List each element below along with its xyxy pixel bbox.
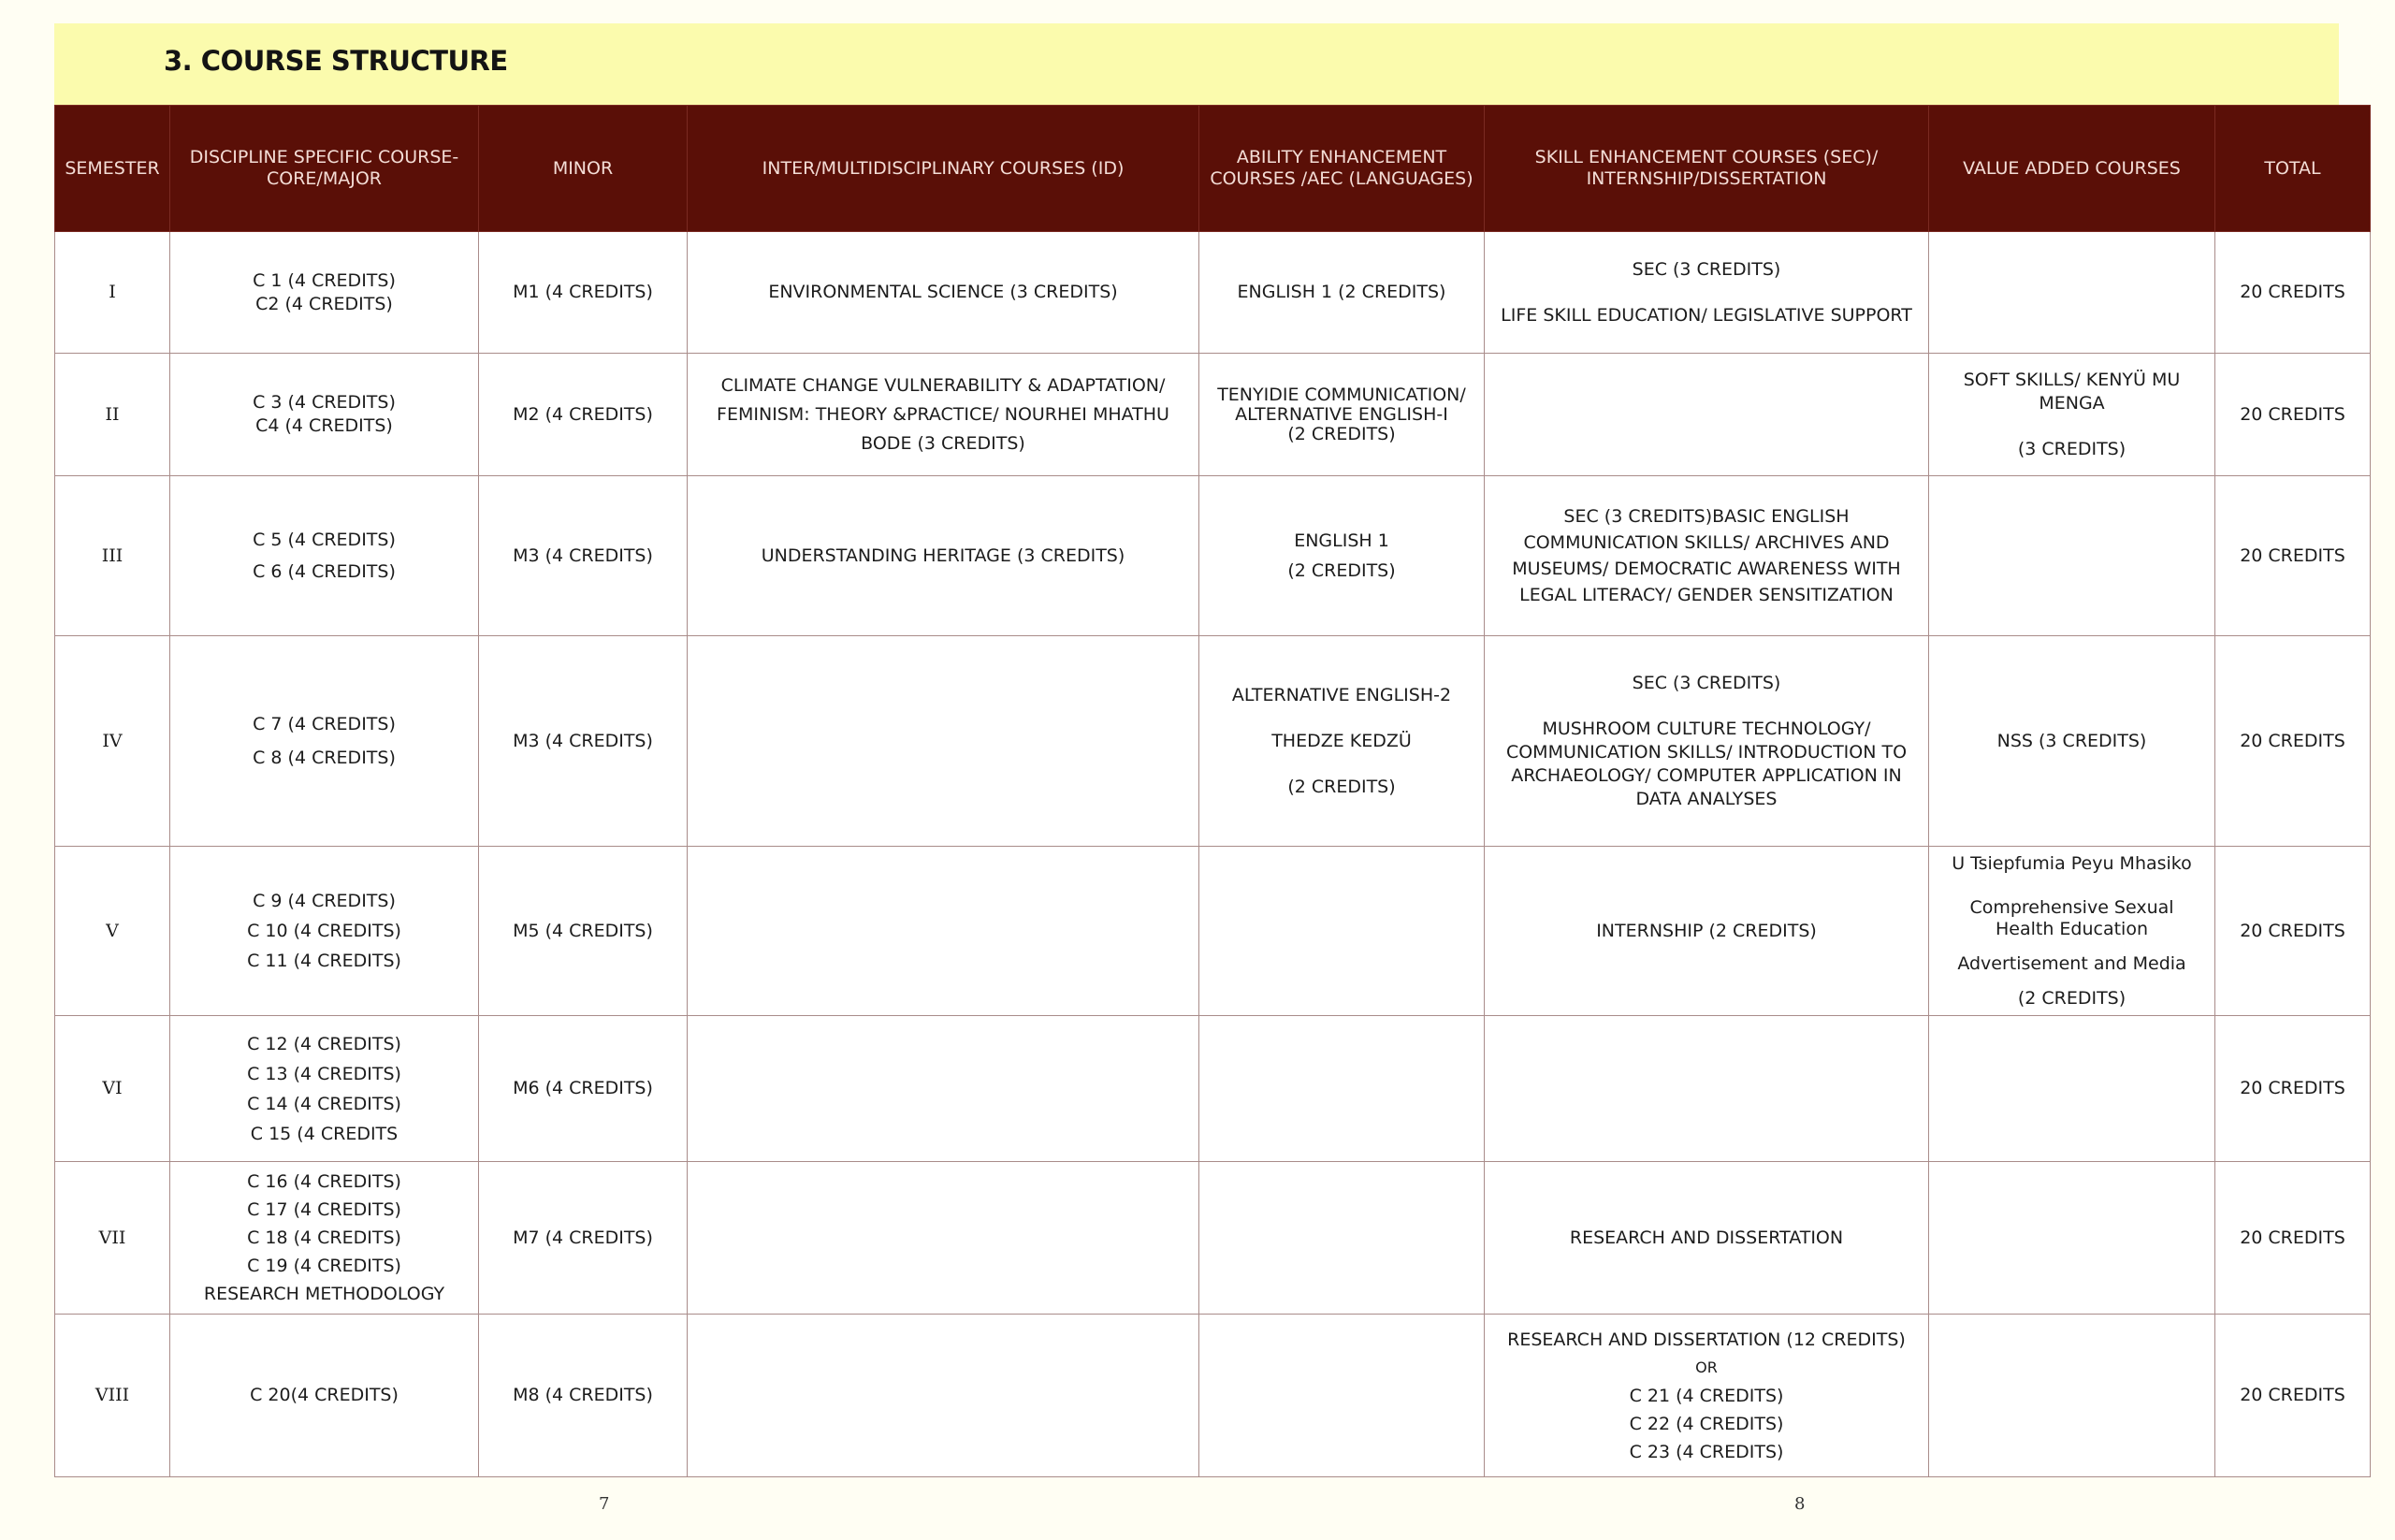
sec-line: C 22 (4 CREDITS) [1629, 1413, 1784, 1434]
dsc-line: C 9 (4 CREDITS) [253, 891, 396, 911]
spacer [1935, 875, 2209, 897]
vac-line: Advertisement and Media [1957, 952, 2186, 974]
dsc-line: C2 (4 CREDITS) [255, 293, 393, 314]
sec-line: INTERNSHIP (2 CREDITS) [1596, 920, 1817, 941]
total-cell: 20 CREDITS [2215, 354, 2371, 476]
sec-cell [1485, 1162, 1929, 1315]
vac-line: (2 CREDITS) [2017, 987, 2126, 1009]
aec-cell [1199, 354, 1485, 476]
sec-cell [1485, 1016, 1929, 1162]
vac-cell [1929, 1162, 2215, 1315]
course-structure-table [54, 105, 2371, 1477]
header-multidisciplinary: INTER/MULTIDISCIPLINARY COURSES (ID) [688, 106, 1199, 232]
aec-cell [1199, 1016, 1485, 1162]
sec-line: SEC (3 CREDITS) [1632, 672, 1781, 693]
vac-line: Health Education [1995, 918, 2149, 939]
table-row [55, 354, 2371, 476]
minor-cell: M3 (4 CREDITS) [479, 636, 688, 847]
aec-cell [1199, 636, 1485, 847]
sec-line: SEC (3 CREDITS) [1632, 258, 1781, 280]
sec-line: RESEARCH AND DISSERTATION (12 CREDITS) [1507, 1329, 1906, 1350]
vac-line: (3 CREDITS) [2017, 438, 2126, 459]
semester-cell: I [55, 232, 170, 354]
id-cell [688, 636, 1199, 847]
header-semester: SEMESTER [55, 106, 170, 232]
vac-line: SOFT SKILLS/ KENYÜ MU MENGA [1963, 369, 2181, 414]
total-cell: 20 CREDITS [2215, 1162, 2371, 1315]
dsc-line: C 1 (4 CREDITS) [253, 269, 396, 291]
page-number-left: 7 [599, 1494, 610, 1514]
vac-line: Comprehensive Sexual [1969, 896, 2174, 918]
total-cell: 20 CREDITS [2215, 476, 2371, 636]
dsc-line: C 8 (4 CREDITS) [253, 748, 396, 768]
minor-cell: M3 (4 CREDITS) [479, 476, 688, 636]
semester-cell: III [55, 476, 170, 636]
sec-line: C 23 (4 CREDITS) [1629, 1441, 1784, 1462]
sec-line: LEGAL LITERACY/ GENDER SENSITIZATION [1519, 585, 1894, 605]
dsc-cell [170, 1016, 479, 1162]
aec-cell [1199, 847, 1485, 1016]
id-cell [688, 847, 1199, 1016]
table-row [55, 1162, 2371, 1315]
sec-line: OR [1695, 1358, 1718, 1376]
sec-line: RESEARCH AND DISSERTATION [1569, 1227, 1844, 1248]
dsc-cell [170, 1162, 479, 1315]
vac-cell [1929, 232, 2215, 354]
minor-cell: M8 (4 CREDITS) [479, 1315, 688, 1477]
id-cell [688, 476, 1199, 636]
dsc-cell [170, 232, 479, 354]
spacer [1205, 753, 1478, 776]
vac-line: NSS (3 CREDITS) [1996, 730, 2147, 751]
dsc-line: C 17 (4 CREDITS) [247, 1199, 401, 1220]
spacer [1490, 282, 1923, 304]
dsc-line: C 14 (4 CREDITS) [247, 1093, 401, 1114]
minor-cell: M7 (4 CREDITS) [479, 1162, 688, 1315]
aec-cell [1199, 1315, 1485, 1477]
aec-line: THEDZE KEDZÜ [1271, 730, 1412, 751]
aec-line: (2 CREDITS) [1287, 776, 1396, 797]
vac-cell [1929, 636, 2215, 847]
header-value-added: VALUE ADDED COURSES [1929, 106, 2215, 232]
semester-cell: IV [55, 636, 170, 847]
aec-line: ALTERNATIVE ENGLISH-I [1235, 403, 1448, 425]
id-line: UNDERSTANDING HERITAGE (3 CREDITS) [761, 545, 1125, 566]
dsc-line: C 11 (4 CREDITS) [247, 951, 401, 971]
spacer [1935, 975, 2209, 988]
table-row [55, 636, 2371, 847]
minor-cell: M2 (4 CREDITS) [479, 354, 688, 476]
aec-cell [1199, 1162, 1485, 1315]
sec-line: COMMUNICATION SKILLS/ ARCHIVES AND [1523, 532, 1890, 553]
dsc-cell [170, 354, 479, 476]
spacer [1935, 415, 2209, 438]
aec-cell [1199, 232, 1485, 354]
dsc-line: C 18 (4 CREDITS) [247, 1228, 401, 1248]
table-row [55, 1016, 2371, 1162]
id-line: ENVIRONMENTAL SCIENCE (3 CREDITS) [768, 282, 1118, 302]
dsc-line: C 19 (4 CREDITS) [247, 1256, 401, 1276]
dsc-line: C 6 (4 CREDITS) [253, 561, 396, 582]
dsc-cell [170, 476, 479, 636]
dsc-line: C 20(4 CREDITS) [250, 1385, 399, 1405]
dsc-line: C 7 (4 CREDITS) [253, 714, 396, 734]
sec-line: SEC (3 CREDITS)BASIC ENGLISH [1563, 506, 1850, 527]
table-row [55, 476, 2371, 636]
sec-line: COMMUNICATION SKILLS/ INTRODUCTION TO [1505, 741, 1908, 763]
sec-line: LIFE SKILL EDUCATION/ LEGISLATIVE SUPPORT [1501, 304, 1912, 326]
sec-cell [1485, 636, 1929, 847]
sec-cell [1485, 232, 1929, 354]
aec-line: (2 CREDITS) [1287, 423, 1396, 444]
vac-cell [1929, 476, 2215, 636]
dsc-line: C 16 (4 CREDITS) [247, 1171, 401, 1192]
minor-cell: M5 (4 CREDITS) [479, 847, 688, 1016]
table-row [55, 1315, 2371, 1477]
dsc-cell [170, 1315, 479, 1477]
id-cell [688, 354, 1199, 476]
minor-cell: M6 (4 CREDITS) [479, 1016, 688, 1162]
dsc-line: C 15 (4 CREDITS [250, 1123, 399, 1144]
dsc-line: C4 (4 CREDITS) [255, 415, 393, 436]
spacer [1490, 695, 1923, 718]
semester-cell: VIII [55, 1315, 170, 1477]
dsc-line: C 10 (4 CREDITS) [247, 921, 401, 941]
dsc-line: C 13 (4 CREDITS) [247, 1063, 401, 1084]
total-cell: 20 CREDITS [2215, 232, 2371, 354]
table-row [55, 232, 2371, 354]
vac-cell [1929, 354, 2215, 476]
total-cell: 20 CREDITS [2215, 636, 2371, 847]
aec-cell [1199, 476, 1485, 636]
vac-cell [1929, 847, 2215, 1016]
minor-cell: M1 (4 CREDITS) [479, 232, 688, 354]
aec-line: ALTERNATIVE ENGLISH-2 [1231, 684, 1452, 705]
id-line: BODE (3 CREDITS) [861, 432, 1025, 454]
header-skill-enhancement: SKILL ENHANCEMENT COURSES (SEC)/ INTERNSHIP/DISSERTATION [1485, 106, 1929, 232]
dsc-cell [170, 636, 479, 847]
sec-cell [1485, 476, 1929, 636]
semester-cell: II [55, 354, 170, 476]
sec-cell [1485, 354, 1929, 476]
header-total: TOTAL [2215, 106, 2371, 232]
sec-line: MUSHROOM CULTURE TECHNOLOGY/ [1542, 718, 1871, 739]
spacer [1205, 707, 1478, 730]
dsc-line: C 5 (4 CREDITS) [253, 530, 396, 550]
sec-line: ARCHAEOLOGY/ COMPUTER APPLICATION IN [1511, 764, 1902, 786]
table-row [55, 847, 2371, 1016]
aec-line: TENYIDIE COMMUNICATION/ [1217, 384, 1466, 405]
sec-line: MUSEUMS/ DEMOCRATIC AWARENESS WITH [1512, 559, 1901, 579]
header-discipline-specific: DISCIPLINE SPECIFIC COURSE-CORE/MAJOR [170, 106, 479, 232]
dsc-cell [170, 847, 479, 1016]
header-minor: MINOR [479, 106, 688, 232]
id-cell [688, 232, 1199, 354]
table-header-row [55, 106, 2371, 232]
dsc-line: C 3 (4 CREDITS) [253, 392, 396, 413]
semester-cell: V [55, 847, 170, 1016]
total-cell: 20 CREDITS [2215, 1016, 2371, 1162]
dsc-line: RESEARCH METHODOLOGY [203, 1284, 445, 1304]
semester-cell: VII [55, 1162, 170, 1315]
aec-line: ENGLISH 1 (2 CREDITS) [1237, 282, 1446, 302]
sec-cell [1485, 847, 1929, 1016]
id-cell [688, 1162, 1199, 1315]
sec-line: DATA ANALYSES [1635, 788, 1778, 809]
vac-cell [1929, 1016, 2215, 1162]
sec-cell [1485, 1315, 1929, 1477]
id-cell [688, 1315, 1199, 1477]
id-cell [688, 1016, 1199, 1162]
id-line: FEMINISM: THEORY &PRACTICE/ NOURHEI MHATHU [717, 403, 1169, 425]
header-ability-enhancement: ABILITY ENHANCEMENT COURSES /AEC (LANGUAGES) [1199, 106, 1485, 232]
sec-line: C 21 (4 CREDITS) [1629, 1385, 1784, 1406]
section-title: 3. COURSE STRUCTURE [164, 45, 508, 77]
total-cell: 20 CREDITS [2215, 1315, 2371, 1477]
vac-line: U Tsiepfumia Peyu Mhasiko [1952, 852, 2192, 874]
aec-line: (2 CREDITS) [1287, 560, 1396, 581]
id-line: CLIMATE CHANGE VULNERABILITY & ADAPTATION/ [720, 374, 1166, 396]
total-cell: 20 CREDITS [2215, 847, 2371, 1016]
vac-cell [1929, 1315, 2215, 1477]
page-number-right: 8 [1794, 1494, 1806, 1514]
spacer [1935, 940, 2209, 953]
semester-cell: VI [55, 1016, 170, 1162]
aec-line: ENGLISH 1 [1294, 530, 1389, 551]
dsc-line: C 12 (4 CREDITS) [247, 1033, 401, 1054]
